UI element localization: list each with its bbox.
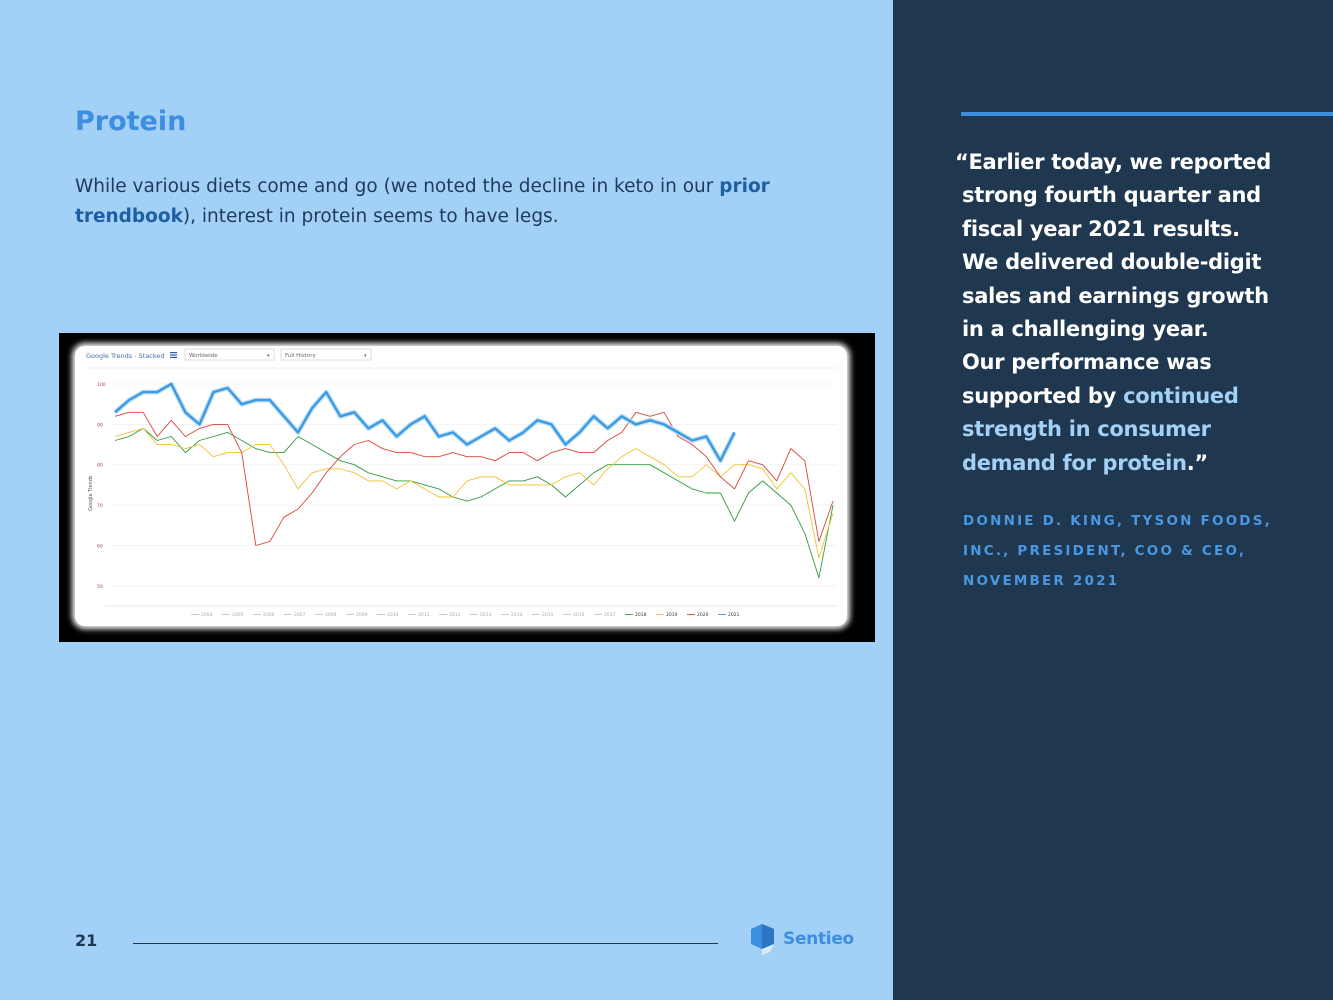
ceo-quote: [955, 146, 1285, 480]
quote-highlight: strength in consumer: [962, 417, 1211, 442]
legend-label[interactable]: 2019: [666, 613, 678, 618]
quote-line: strong fourth quarter and: [962, 183, 1261, 208]
attribution-line: INC., PRESIDENT, COO & CEO,: [963, 543, 1247, 559]
region-select[interactable]: [185, 349, 274, 360]
prior-trendbook-link[interactable]: prior trendbook: [75, 176, 770, 227]
legend-label[interactable]: 2014: [511, 613, 523, 618]
footer-divider: [133, 943, 718, 944]
y-tick-label: 50: [97, 584, 103, 590]
chevron-down-icon: ▾: [267, 353, 270, 359]
quote-line: [955, 447, 1285, 480]
range-select[interactable]: [281, 349, 371, 360]
legend-label[interactable]: 2004: [201, 613, 213, 618]
y-tick-label: 70: [97, 504, 103, 510]
quote-attribution: [963, 506, 1283, 596]
quote-line: “Earlier today, we reported: [955, 150, 1271, 174]
quote-close: .”: [1186, 450, 1208, 475]
legend-label[interactable]: 2021: [728, 613, 740, 618]
legend-label[interactable]: 2020: [697, 613, 709, 618]
quote-highlight: demand for protein: [962, 450, 1187, 475]
legend-label[interactable]: 2010: [387, 613, 399, 618]
legend-label[interactable]: 2017: [604, 613, 616, 618]
y-tick-label: 90: [97, 423, 103, 429]
y-tick-label: 60: [97, 544, 103, 550]
chart-screenshot: [59, 333, 875, 642]
sentieo-logo-icon: [750, 924, 780, 956]
legend-label[interactable]: 2008: [325, 613, 337, 618]
legend-label[interactable]: 2015: [542, 613, 554, 618]
attribution-line: NOVEMBER 2021: [963, 573, 1120, 589]
legend-label[interactable]: 2016: [573, 613, 585, 618]
chevron-down-icon: ▾: [364, 353, 367, 359]
legend-label[interactable]: 2007: [294, 613, 306, 618]
intro-text-start: While various diets come and go (we noted the decline in keto in our: [75, 176, 720, 197]
chart-y-axis-label: Google Trends: [88, 475, 94, 511]
series-line-2021: [115, 384, 735, 461]
page-number: 21: [75, 931, 98, 950]
quote-line: in a challenging year.: [962, 317, 1209, 342]
google-trends-card: [75, 346, 847, 626]
quote-text: supported by: [962, 383, 1124, 408]
y-tick-label: 100: [97, 383, 106, 388]
quote-line: fiscal year 2021 results.: [962, 216, 1240, 241]
menu-icon[interactable]: [170, 352, 177, 358]
quote-highlight: continued: [1123, 383, 1239, 408]
intro-text-end: ), interest in protein seems to have legs.: [182, 206, 559, 227]
legend-label[interactable]: 2005: [232, 613, 244, 618]
trends-line-chart: [75, 346, 847, 626]
legend-label[interactable]: 2013: [480, 613, 492, 618]
legend-label[interactable]: 2012: [449, 613, 461, 618]
attribution-line: DONNIE D. KING, TYSON FOODS,: [963, 513, 1272, 529]
region-select-value: Worldwide: [189, 353, 218, 359]
chart-source-label: Google Trends - Stacked: [86, 352, 165, 360]
range-select-value: Full History: [285, 353, 316, 359]
legend-label[interactable]: 2011: [418, 613, 430, 618]
y-tick-label: 80: [97, 463, 103, 469]
quote-line: sales and earnings growth: [962, 283, 1269, 308]
quote-panel: [893, 0, 1333, 1000]
quote-line: [955, 380, 1285, 413]
legend-label[interactable]: 2018: [635, 613, 647, 618]
quote-line: Our performance was: [962, 350, 1212, 375]
legend-label[interactable]: 2006: [263, 613, 275, 618]
page-title: Protein: [75, 106, 187, 137]
accent-bar: [961, 112, 1333, 116]
intro-paragraph: [75, 172, 815, 232]
quote-line: We delivered double-digit: [962, 250, 1262, 275]
brand-name: Sentieo: [783, 929, 854, 949]
legend-label[interactable]: 2009: [356, 613, 368, 618]
